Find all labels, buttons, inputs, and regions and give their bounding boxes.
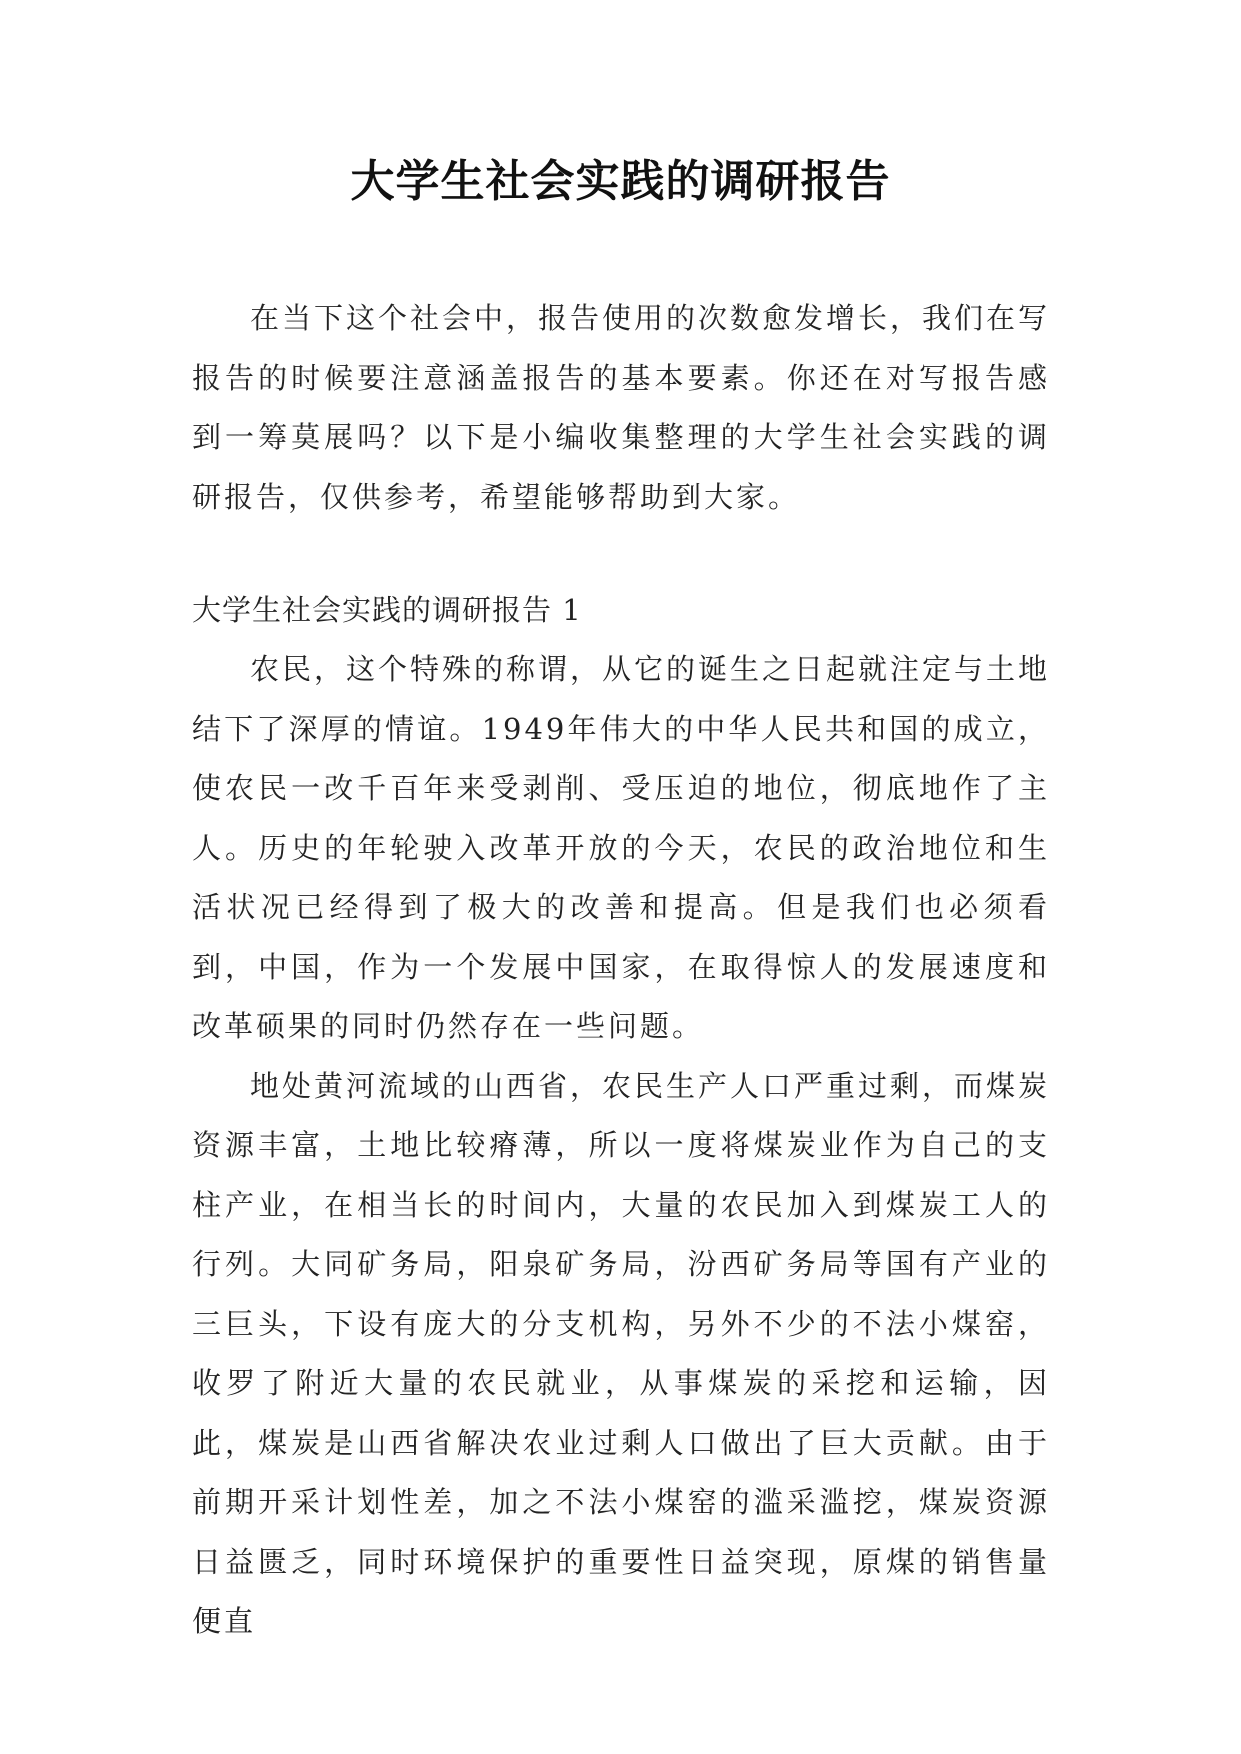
body-paragraph: 农民，这个特殊的称谓，从它的诞生之日起就注定与土地结下了深厚的情谊。1949年伟大的中华人民共和国的成立，使农民一改千百年来受剥削、受压迫的地位，彻底地作了主人。历史的年轮驶入改革开放的今天，农民的政治地位和生活状况已经得到了极大的改善和提高。但是我们也必须看到，中国，作为一个发展中国家，在取得惊人的发展速度和改革硕果的同时仍然存在一些问题。 — [192, 652, 1051, 1043]
section-body — [192, 640, 1050, 1652]
intro-text: 在当下这个社会中，报告使用的次数愈发增长，我们在写报告的时候要注意涵盖报告的基本要素。你还在对写报告感到一筹莫展吗？以下是小编收集整理的大学生社会实践的调研报告，仅供参考，希望能够帮助到大家。 — [192, 301, 1051, 514]
body-paragraph: 地处黄河流域的山西省，农民生产人口严重过剩，而煤炭资源丰富，土地比较瘠薄，所以一度将煤炭业作为自己的支柱产业，在相当长的时间内，大量的农民加入到煤炭工人的行列。大同矿务局，阳泉矿务局，汾西矿务局等国有产业的三巨头，下设有庞大的分支机构，另外不少的不法小煤窑，收罗了附近大量的农民就业，从事煤炭的采挖和运输，因此，煤炭是山西省解决农业过剩人口做出了巨大贡献。由于前期开采计划性差，加之不法小煤窑的滥采滥挖，煤炭资源日益匮乏，同时环境保护的重要性日益突现，原煤的销售量便直 — [192, 1068, 1051, 1638]
section-heading: 大学生社会实践的调研报告 1 — [192, 593, 582, 627]
document-title: 大学生社会实践的调研报告 — [350, 156, 891, 207]
intro-paragraph — [192, 289, 1050, 527]
